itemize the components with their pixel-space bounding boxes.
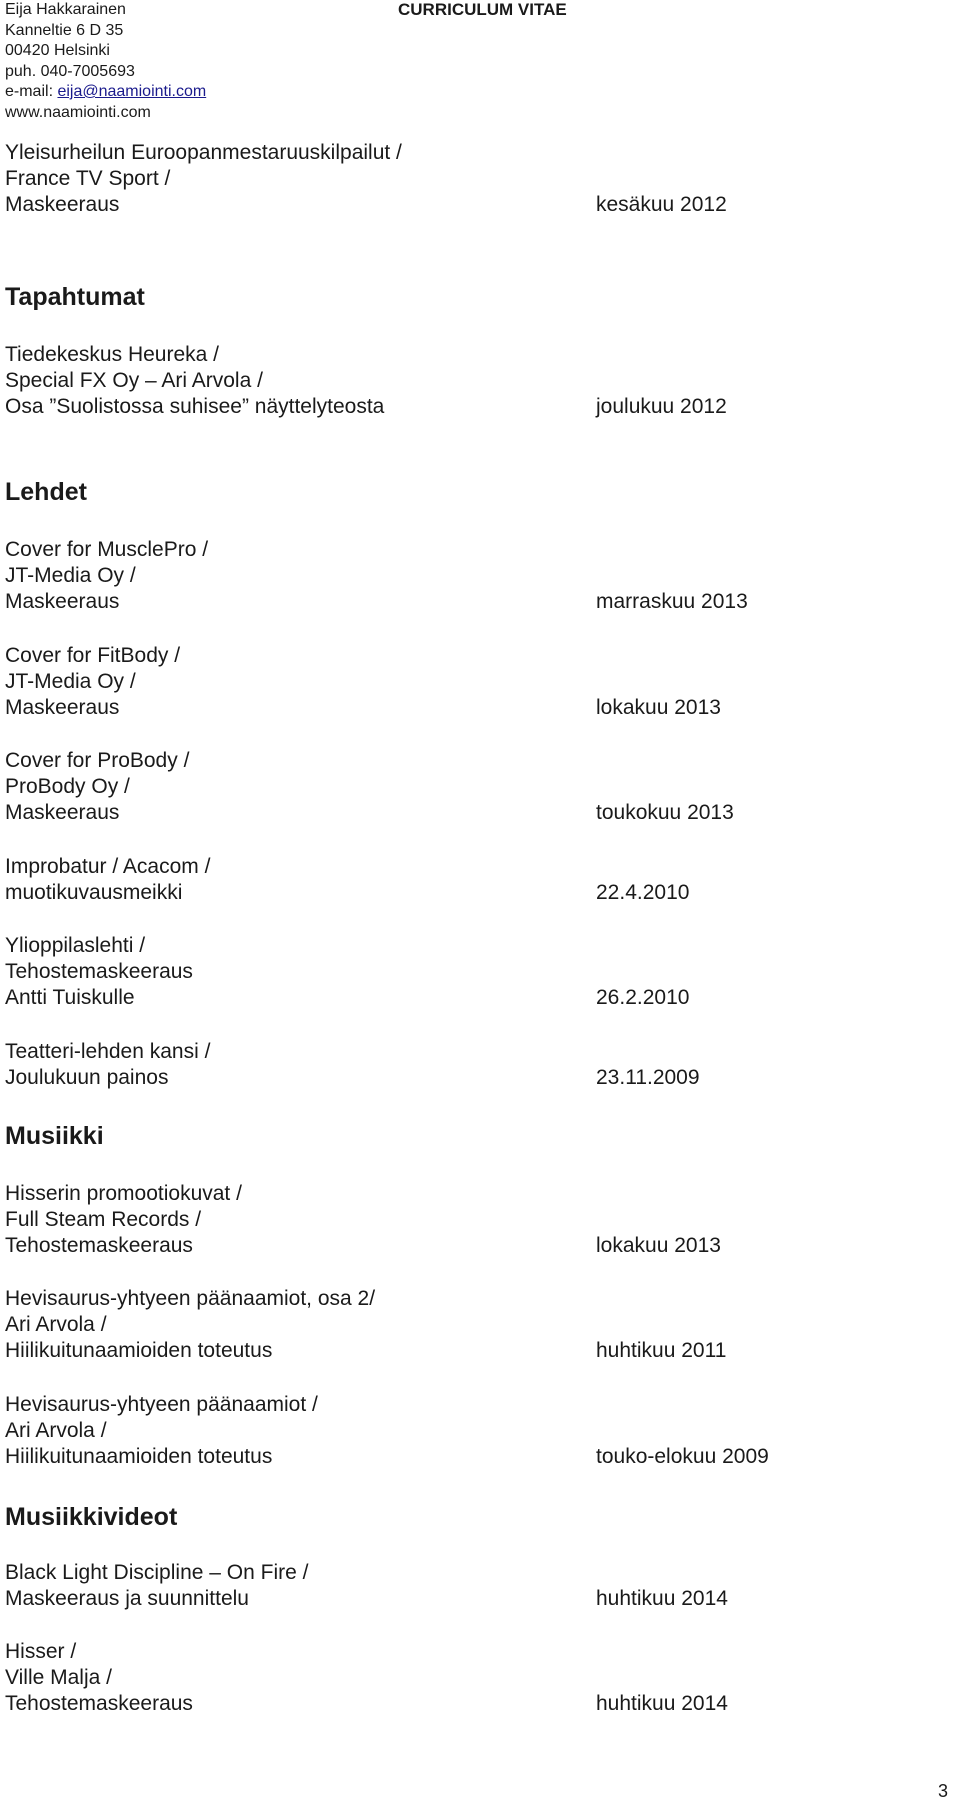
postal-city: 00420 Helsinki <box>5 42 110 59</box>
entry-line: France TV Sport / <box>5 167 171 190</box>
entry-date: toukokuu 2013 <box>596 801 734 824</box>
entry <box>5 537 945 615</box>
entry-line: Tehostemaskeeraus <box>5 960 193 983</box>
entry-line: Full Steam Records / <box>5 1208 202 1231</box>
entry-line: Ville Malja / <box>5 1666 112 1689</box>
entry-date: touko-elokuu 2009 <box>596 1445 769 1468</box>
entry-line: Hisserin promootiokuvat / <box>5 1182 242 1205</box>
entry-line: Hiilikuitunaamioiden toteutus <box>5 1339 273 1362</box>
entry-line: Maskeeraus ja suunnittelu <box>5 1587 249 1610</box>
entry-line: Hevisaurus-yhtyeen päänaamiot, osa 2/ <box>5 1287 376 1310</box>
entry <box>5 1392 945 1470</box>
document-title: CURRICULUM VITAE <box>398 0 567 19</box>
entry <box>5 1039 945 1091</box>
entry-date: huhtikuu 2014 <box>596 1692 728 1715</box>
street-address: Kanneltie 6 D 35 <box>5 21 124 39</box>
entry-line: Tiedekeskus Heureka / <box>5 343 219 366</box>
entry-line: muotikuvausmeikki <box>5 881 183 904</box>
entry-date: marraskuu 2013 <box>596 590 748 613</box>
entry-line: Tehostemaskeeraus <box>5 1692 193 1715</box>
entry-line: Teatteri-lehden kansi / <box>5 1040 211 1063</box>
entry <box>5 1639 945 1717</box>
page-number: 3 <box>938 1781 949 1801</box>
entry-line: Osa ”Suolistossa suhisee” näyttelyteosta <box>5 395 385 418</box>
email-prefix: e-mail: <box>5 83 58 100</box>
entry <box>5 1560 945 1612</box>
section-heading-musiikki: Musiikki <box>5 1122 104 1150</box>
entry-line: Maskeeraus <box>5 801 120 824</box>
section-heading-musiikkivideot: Musiikkivideot <box>5 1503 178 1531</box>
entry-date: joulukuu 2012 <box>596 395 727 418</box>
entry <box>5 854 945 906</box>
entry <box>5 342 945 420</box>
entry <box>5 933 945 1011</box>
entry <box>5 643 945 721</box>
phone-number: puh. 040-7005693 <box>5 62 135 80</box>
entry-line: Cover for FitBody / <box>5 644 181 667</box>
entry-line: Cover for ProBody / <box>5 749 190 772</box>
entry-date: huhtikuu 2014 <box>596 1587 728 1610</box>
entry <box>5 1181 945 1259</box>
entry-line: Antti Tuiskulle <box>5 986 135 1009</box>
entry-line: JT-Media Oy / <box>5 670 136 693</box>
entry-line: Hevisaurus-yhtyeen päänaamiot / <box>5 1393 318 1416</box>
email-line <box>5 82 206 103</box>
entry-date: 26.2.2010 <box>596 986 690 1009</box>
entry-line: Improbatur / Acacom / <box>5 855 211 878</box>
entry-line: Yleisurheilun Euroopanmestaruuskilpailut / <box>5 141 402 164</box>
entry-date: lokakuu 2013 <box>596 1234 721 1257</box>
entry-line: Hisser / <box>5 1640 77 1663</box>
entry-line: Maskeeraus <box>5 590 120 613</box>
entry-line: Ari Arvola / <box>5 1419 107 1442</box>
entry-line: Cover for MusclePro / <box>5 538 209 561</box>
entry-line: ProBody Oy / <box>5 775 130 798</box>
entry-date: lokakuu 2013 <box>596 696 721 719</box>
entry-line: Maskeeraus <box>5 696 120 719</box>
entry-line: Ylioppilaslehti / <box>5 934 146 957</box>
entry-line: JT-Media Oy / <box>5 564 136 587</box>
entry-line: Joulukuun painos <box>5 1066 169 1089</box>
entry-date: 23.11.2009 <box>596 1066 700 1089</box>
website: www.naamiointi.com <box>5 103 151 121</box>
author-name: Eija Hakkarainen <box>5 1 126 18</box>
entry <box>5 1286 945 1364</box>
entry-date: huhtikuu 2011 <box>596 1339 727 1362</box>
entry-date: kesäkuu 2012 <box>596 193 727 216</box>
entry-line: Maskeeraus <box>5 193 120 216</box>
entry <box>5 748 945 826</box>
contact-header <box>5 0 206 123</box>
entry-line: Hiilikuitunaamioiden toteutus <box>5 1445 273 1468</box>
entry-line: Special FX Oy – Ari Arvola / <box>5 369 263 392</box>
entry-line: Tehostemaskeeraus <box>5 1234 193 1257</box>
section-heading-lehdet: Lehdet <box>5 478 87 506</box>
email-link[interactable]: eija@naamiointi.com <box>57 83 207 100</box>
entry-date: 22.4.2010 <box>596 881 690 904</box>
section-heading-tapahtumat: Tapahtumat <box>5 283 145 311</box>
entry-line: Ari Arvola / <box>5 1313 107 1336</box>
entry-intro <box>5 140 945 218</box>
entry-line: Black Light Discipline – On Fire / <box>5 1561 309 1584</box>
